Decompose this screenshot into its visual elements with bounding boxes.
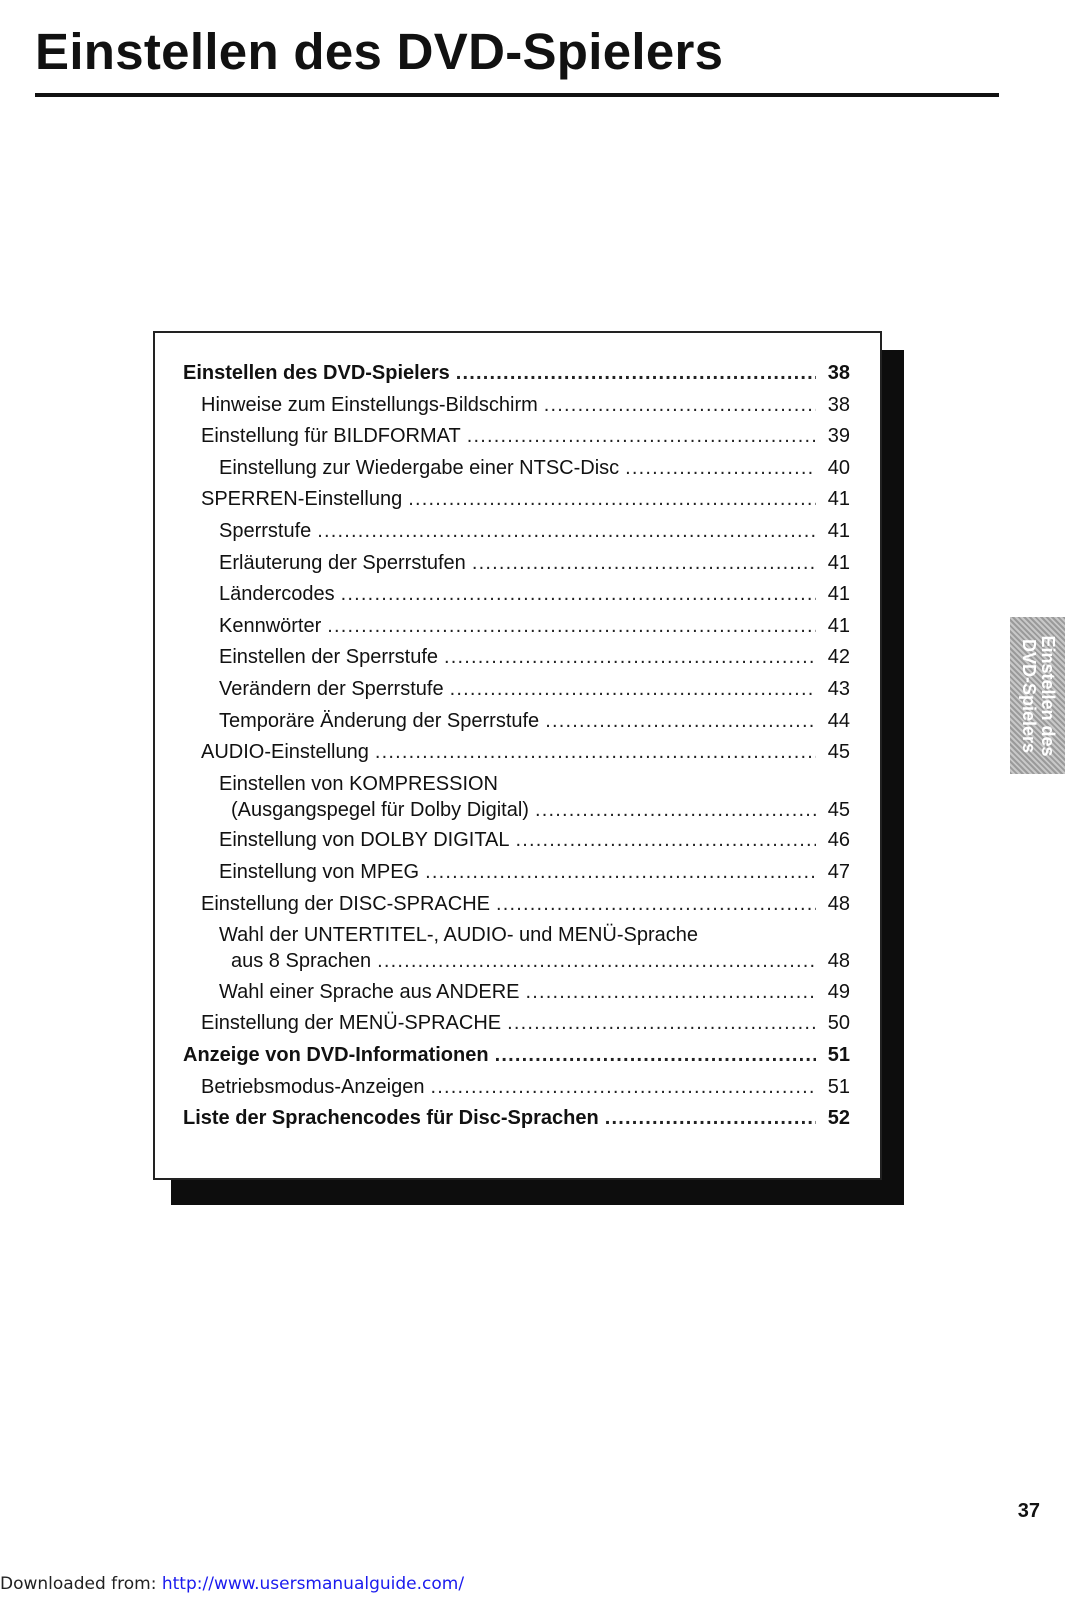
toc-leader-dots bbox=[472, 551, 816, 575]
toc-entry-title: Liste der Sprachencodes für Disc-Sprachen bbox=[183, 1107, 599, 1130]
download-link[interactable]: http://www.usersmanualguide.com/ bbox=[161, 1574, 465, 1594]
toc-leader-dots bbox=[507, 1011, 816, 1035]
toc-leader-dots bbox=[327, 614, 816, 638]
toc-entry-title: (Ausgangspegel für Dolby Digital) bbox=[231, 798, 529, 821]
toc-entry-title: Erläuterung der Sperrstufen bbox=[219, 551, 466, 574]
toc-entry bbox=[155, 582, 880, 606]
toc-entry-page: 52 bbox=[827, 1107, 850, 1130]
section-tab-line1: Einstellen des bbox=[1037, 634, 1058, 757]
toc-entry bbox=[155, 1075, 880, 1099]
toc-entry bbox=[155, 709, 880, 733]
toc-entry bbox=[155, 828, 880, 852]
toc-entry-title: aus 8 Sprachen bbox=[231, 950, 372, 973]
toc-leader-dots bbox=[341, 582, 816, 606]
toc-leader-dots bbox=[425, 860, 816, 884]
toc-entry-title: Einstellung der DISC-SPRACHE bbox=[201, 892, 490, 915]
toc-entry bbox=[155, 614, 880, 638]
title-rule bbox=[35, 93, 999, 97]
toc-leader-dots bbox=[408, 487, 816, 511]
toc-entry-title: Hinweise zum Einstellungs-Bildschirm bbox=[201, 393, 538, 416]
toc-entry-title: Einstellen des DVD-Spielers bbox=[183, 362, 450, 384]
toc-leader-dots bbox=[625, 456, 816, 480]
toc-entry-title: Einstellung für BILDFORMAT bbox=[201, 425, 461, 448]
toc-leader-dots bbox=[456, 361, 816, 385]
toc-entry-title-line1: Wahl der UNTERTITEL-, AUDIO- und MENÜ-Sprache bbox=[219, 924, 699, 947]
toc-entry bbox=[155, 456, 880, 480]
toc-entry-page: 48 bbox=[827, 892, 850, 915]
toc-entry-page: 40 bbox=[827, 456, 850, 479]
table-of-contents bbox=[153, 331, 882, 1180]
toc-entry-page: 39 bbox=[827, 425, 850, 448]
toc-leader-dots bbox=[377, 949, 816, 973]
toc-entry bbox=[155, 645, 880, 669]
toc-entry-page: 45 bbox=[827, 741, 850, 764]
toc-entry-page: 41 bbox=[827, 614, 850, 637]
toc-entry bbox=[155, 677, 880, 701]
toc-leader-dots bbox=[516, 828, 816, 852]
toc-entry-title: Einstellung von DOLBY DIGITAL bbox=[219, 829, 510, 852]
toc-entry bbox=[155, 860, 880, 884]
download-prefix: Downloaded from: bbox=[0, 1574, 162, 1594]
toc-leader-dots bbox=[317, 519, 816, 543]
toc-entry-title: Sperrstufe bbox=[219, 520, 312, 542]
toc-entry-title: Wahl einer Sprache aus ANDERE bbox=[219, 980, 520, 1003]
toc-entry bbox=[155, 1106, 880, 1130]
toc-entry-page: 48 bbox=[827, 950, 850, 973]
toc-leader-dots bbox=[605, 1106, 816, 1130]
toc-list bbox=[155, 333, 880, 1178]
toc-entry-page: 49 bbox=[827, 980, 850, 1003]
toc-entry-title: SPERREN-Einstellung bbox=[201, 488, 403, 511]
toc-entry bbox=[155, 393, 880, 417]
toc-leader-dots bbox=[545, 709, 816, 733]
toc-entry bbox=[155, 361, 880, 385]
toc-entry-title: Einstellung zur Wiedergabe einer NTSC-Disc bbox=[219, 456, 620, 479]
toc-entry-title-line1: Einstellen von KOMPRESSION bbox=[219, 772, 498, 795]
section-tab bbox=[1010, 617, 1065, 774]
toc-entry bbox=[155, 772, 880, 822]
toc-entry-page: 51 bbox=[827, 1075, 850, 1098]
toc-entry-page: 42 bbox=[827, 646, 850, 669]
toc-entry-title: AUDIO-Einstellung bbox=[201, 741, 369, 764]
toc-leader-dots bbox=[544, 393, 816, 417]
toc-entry-page: 47 bbox=[827, 861, 850, 883]
toc-entry-page: 41 bbox=[827, 551, 850, 574]
toc-leader-dots bbox=[496, 892, 816, 916]
toc-entry bbox=[155, 892, 880, 916]
toc-entry-page: 38 bbox=[827, 393, 850, 416]
toc-leader-dots bbox=[526, 980, 816, 1004]
toc-entry bbox=[155, 519, 880, 543]
download-notice bbox=[0, 1574, 464, 1594]
toc-leader-dots bbox=[444, 645, 816, 669]
toc-entry-title: Einstellung von MPEG bbox=[219, 861, 420, 883]
section-tab-line2: DVD-Spielers bbox=[1018, 638, 1039, 753]
toc-leader-dots bbox=[495, 1043, 816, 1067]
toc-entry bbox=[155, 740, 880, 764]
toc-entry bbox=[155, 1043, 880, 1067]
toc-entry-page: 38 bbox=[827, 362, 850, 384]
toc-entry-page: 44 bbox=[827, 709, 850, 732]
toc-entry-title: Verändern der Sperrstufe bbox=[219, 678, 444, 700]
toc-entry-title: Betriebsmodus-Anzeigen bbox=[201, 1075, 425, 1098]
toc-leader-dots bbox=[535, 798, 816, 822]
toc-entry-page: 51 bbox=[827, 1044, 850, 1066]
toc-entry bbox=[155, 551, 880, 575]
toc-entry bbox=[155, 1011, 880, 1035]
toc-entry-page: 41 bbox=[827, 583, 850, 606]
toc-leader-dots bbox=[375, 740, 816, 764]
toc-entry-page: 45 bbox=[827, 798, 850, 821]
toc-entry-title: Einstellen der Sperrstufe bbox=[219, 646, 439, 669]
toc-entry-page: 43 bbox=[827, 678, 850, 700]
toc-entry-title: Kennwörter bbox=[219, 614, 322, 637]
toc-leader-dots bbox=[450, 677, 816, 701]
toc-entry-title: Ländercodes bbox=[219, 583, 335, 606]
page-number: 37 bbox=[1017, 1500, 1040, 1522]
toc-entry bbox=[155, 487, 880, 511]
toc-entry-title: Temporäre Änderung der Sperrstufe bbox=[219, 709, 540, 732]
toc-entry-title: Anzeige von DVD-Informationen bbox=[183, 1044, 489, 1066]
toc-entry-page: 50 bbox=[827, 1012, 850, 1035]
toc-entry-title: Einstellung der MENÜ-SPRACHE bbox=[201, 1012, 502, 1035]
toc-entry-page: 41 bbox=[827, 520, 850, 542]
toc-entry-page: 46 bbox=[827, 829, 850, 852]
toc-entry bbox=[155, 980, 880, 1004]
toc-leader-dots bbox=[430, 1075, 816, 1099]
toc-entry bbox=[155, 923, 880, 973]
page-title: Einstellen des DVD-Spielers bbox=[35, 23, 724, 80]
toc-entry-page: 41 bbox=[827, 488, 850, 511]
toc-entry bbox=[155, 424, 880, 448]
toc-leader-dots bbox=[467, 424, 816, 448]
